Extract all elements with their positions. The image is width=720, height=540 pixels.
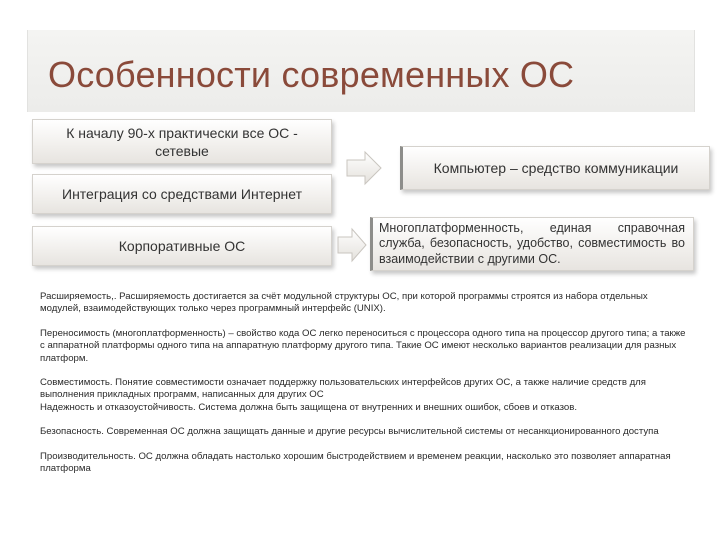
note-portability: Переносимость (многоплатформенность) – свойство кода ОС легко переноситься с процессора одного типа на процессор другого типа; а также с аппаратной платформы одного типа на аппаратную платформу другого типа. Такие ОС имеют несколько вариантов реализации для разных платформ. bbox=[40, 327, 686, 364]
note-reliability: Надежность и отказоустойчивость. Система должна быть защищена от внутренних и внешних ошибок, сбоев и отказов. bbox=[40, 401, 578, 413]
notes-text bbox=[40, 291, 690, 487]
box-corporate-os: Корпоративные ОС bbox=[32, 226, 332, 266]
top-margin bbox=[0, 0, 720, 30]
box-multiplatform: Многоплатформенность, единая справочная служба, безопасность, удобство, совместимость во взаимодействии с другими ОС. bbox=[370, 217, 694, 271]
arrow-right-icon bbox=[346, 150, 382, 186]
arrow-right-icon bbox=[337, 227, 367, 263]
box-internet-integration: Интеграция со средствами Интернет bbox=[32, 174, 332, 214]
slide-title: Особенности современных ОС bbox=[48, 54, 575, 95]
note-security: Безопасность. Современная ОС должна защищать данные и другие ресурсы вычислительной системы от несанкционированного доступа bbox=[40, 426, 659, 438]
box-computer-communication: Компьютер – средство коммуникации bbox=[400, 146, 710, 190]
note-extensibility: Расширяемость,. Расширяемость достигается за счёт модульной структуры ОС, при которой программы строятся из набора отдельных модулей, взаимодействующих только через программный интерфейс (UNIX). bbox=[40, 291, 648, 315]
box-networked-os: К началу 90-х практически все ОС - сетевые bbox=[32, 119, 332, 164]
note-compatibility: Совместимость. Понятие совместимости означает поддержку пользовательских интерфейсов других ОС, а также наличие средств для выполнения прикладных программ, написанных для других ОС bbox=[40, 377, 646, 401]
note-performance: Производительность. ОС должна обладать настолько хорошим быстродействием и временем реакции, насколько это позволяет аппаратная платформа bbox=[40, 450, 671, 475]
